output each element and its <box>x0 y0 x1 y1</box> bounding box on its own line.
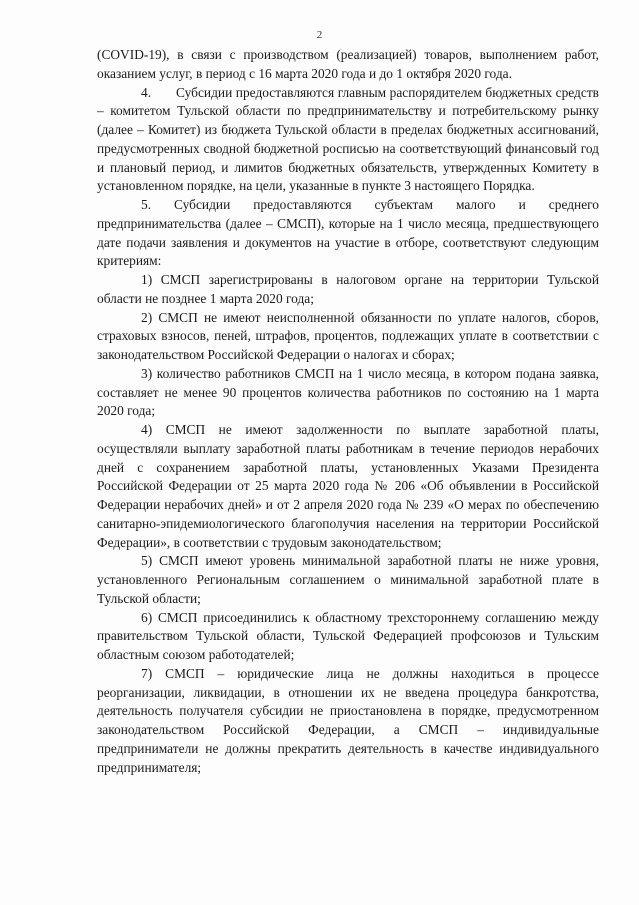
page-number: 2 <box>316 29 323 41</box>
criterion-2: 2) СМСП не имеют неисполненной обязанности по уплате налогов, сборов, страховых взносов, пеней, штрафов, процентов, подлежащих уплате в соответствии с законодательством Российской Федерации о налогах и сборах; <box>97 309 599 362</box>
paragraph-item-5: 5. Субсидии предоставляются субъектам малого и среднего предпринимательства (далее – СМСП), которые на 1 число месяца, предшествующего дате подачи заявления и документов на участие в отборе, соответствуют следующим критериям: <box>97 197 599 269</box>
document-body <box>97 46 599 777</box>
paragraph-continuation: (COVID-19), в связи с производством (реализацией) товаров, выполнением работ, оказанием услуг, в период с 16 марта 2020 года и до 1 октября 2020 года. <box>97 47 599 81</box>
criterion-6: 6) СМСП присоединились к областному трехстороннему соглашению между правительством Тульской области, Тульской Федерацией профсоюзов и Тульским областным союзом работодателей; <box>97 609 599 662</box>
criterion-4: 4) СМСП не имеют задолженности по выплате заработной платы, осуществляли выплату заработной платы работникам в течение периодов нерабочих дней с сохранением заработной платы, установленных Указами Президента Российской Федерации от 25 марта 2020 года № 206 «Об объявлении в Российской Федерации нерабочих дней» и от 2 апреля 2020 года № 239 «О мерах по обеспечению санитарно-эпидемиологического благополучия населения на территории Российской Федерации», в соответствии с трудовым законодательством; <box>97 422 599 550</box>
criterion-5: 5) СМСП имеют уровень минимальной заработной платы не ниже уровня, установленного Региональным соглашением о минимальной заработной плате в Тульской области; <box>97 553 599 606</box>
criterion-1: 1) СМСП зарегистрированы в налоговом органе на территории Тульской области не позднее 1 марта 2020 года; <box>97 272 599 306</box>
criterion-3: 3) количество работников СМСП на 1 число месяца, в котором подана заявка, составляет не менее 90 процентов количества работников по состоянию на 1 марта 2020 года; <box>97 365 599 419</box>
criterion-7: 7) СМСП – юридические лица не должны находиться в процессе реорганизации, ликвидации, в отношении их не введена процедура банкротства, деятельность получателя субсидии не приостановлена в порядке, предусмотренном законодательством Российской Федерации, а СМСП – индивидуальные предприниматели не должны прекратить деятельность в качестве индивидуального предпринимателя; <box>97 665 599 775</box>
paragraph-item-4: 4. Субсидии предоставляются главным распорядителем бюджетных средств – комитетом Тульской области по предпринимательству и потребительскому рынку (далее – Комитет) из бюджета Тульской области в пределах бюджетных ассигнований, предусмотренных сводной бюджетной росписью на соответствующий финансовый год и плановый период, и лимитов бюджетных обязательств, утвержденных Комитету в установленном порядке, на цели, указанные в пункте 3 настоящего Порядка. <box>97 84 599 194</box>
